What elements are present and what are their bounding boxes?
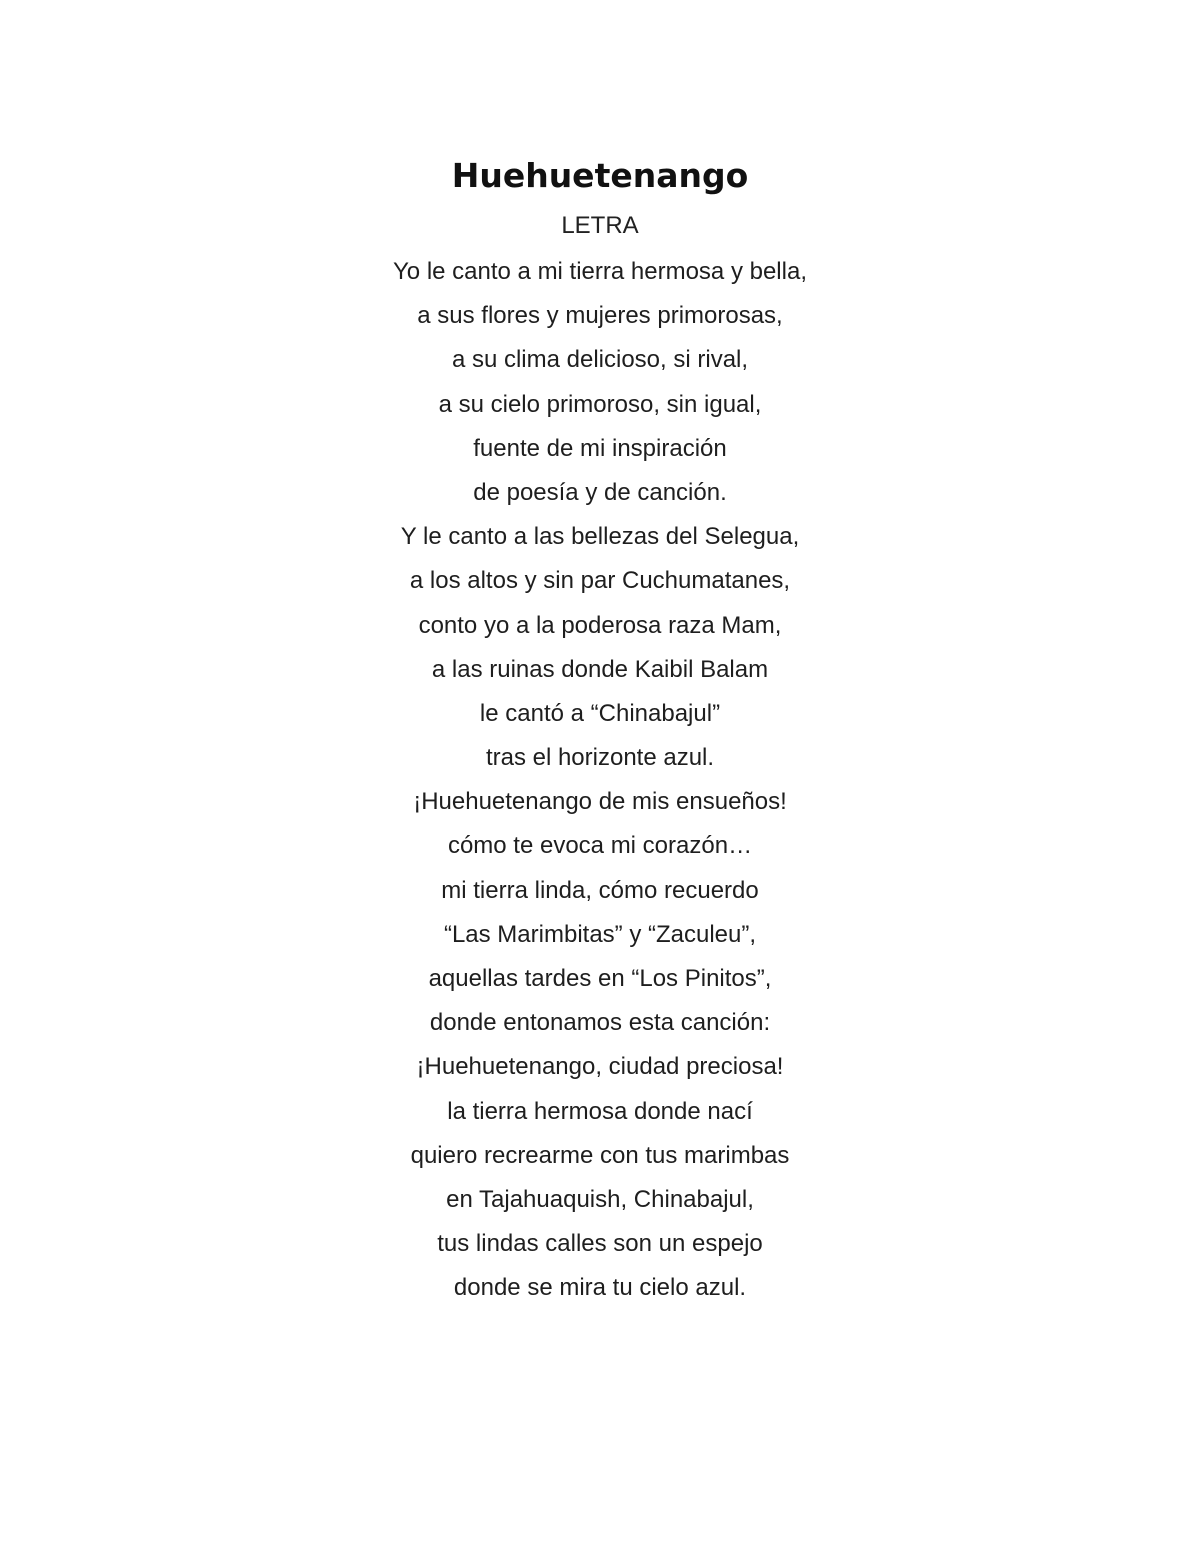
lyric-line: a su cielo primoroso, sin igual, xyxy=(438,390,762,418)
document-title: Huehuetenango xyxy=(451,156,749,195)
lyric-line: fuente de mi inspiración xyxy=(473,434,727,462)
lyric-line: la tierra hermosa donde nací xyxy=(447,1097,753,1125)
lyric-line: mi tierra linda, cómo recuerdo xyxy=(441,876,759,904)
lyric-line: a las ruinas donde Kaibil Balam xyxy=(431,655,769,683)
lyrics-list xyxy=(0,252,1200,1313)
lyric-line: le cantó a “Chinabajul” xyxy=(479,699,721,727)
lyric-line: a los altos y sin par Cuchumatanes, xyxy=(409,567,791,595)
lyric-line: “Las Marimbitas” y “Zaculeu”, xyxy=(443,920,757,948)
lyric-line: ¡Huehuetenango de mis ensueños! xyxy=(413,788,787,816)
lyric-line: en Tajahuaquish, Chinabajul, xyxy=(446,1185,754,1213)
lyric-line: quiero recrearme con tus marimbas xyxy=(410,1141,790,1169)
lyric-line: ¡Huehuetenango, ciudad preciosa! xyxy=(416,1053,784,1081)
lyric-line: Yo le canto a mi tierra hermosa y bella, xyxy=(393,258,807,285)
lyric-line: Y le canto a las bellezas del Selegua, xyxy=(400,523,800,551)
lyric-line: donde se mira tu cielo azul. xyxy=(453,1274,747,1302)
lyric-line: a su clima delicioso, si rival, xyxy=(451,346,749,374)
lyric-line: cómo te evoca mi corazón… xyxy=(447,832,753,860)
lyric-line: a sus flores y mujeres primorosas, xyxy=(417,302,783,330)
lyric-line: conto yo a la poderosa raza Mam, xyxy=(418,611,782,639)
lyric-line: de poesía y de canción. xyxy=(473,478,727,506)
lyric-line: tras el horizonte azul. xyxy=(485,744,715,772)
lyric-line: donde entonamos esta canción: xyxy=(429,1009,771,1037)
lyric-line: aquellas tardes en “Los Pinitos”, xyxy=(428,965,772,992)
lyric-line: tus lindas calles son un espejo xyxy=(437,1230,763,1258)
document-subtitle: LETRA xyxy=(561,212,639,239)
